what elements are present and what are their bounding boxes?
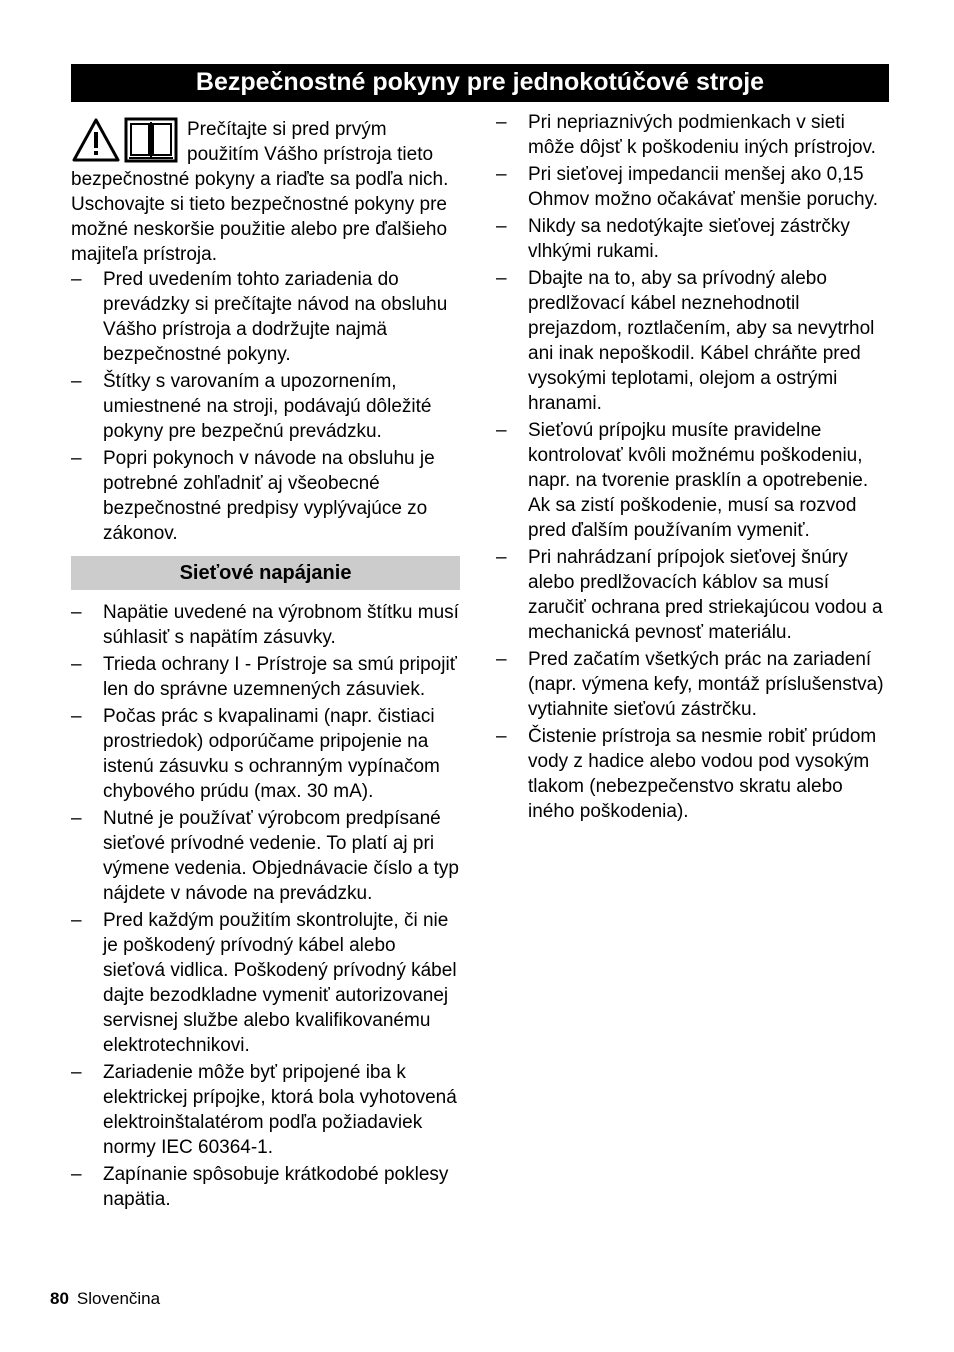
footer-language: Slovenčina	[76, 1289, 161, 1308]
page-footer	[50, 1289, 160, 1309]
warning-icons	[71, 117, 181, 163]
list-item: – Čistenie prístroja sa nesmie robiť prúdom vody z hadice alebo vodou pod vysokým tlakom (nebezpečenstvo skratu alebo iného poškodenia).	[496, 724, 889, 824]
power-supply-list	[71, 600, 460, 1212]
list-item: – Napätie uvedené na výrobnom štítku musí súhlasiť s napätím zásuvky.	[71, 600, 460, 650]
list-item: – Nikdy sa nedotýkajte sieťovej zástrčky vlhkými rukami.	[496, 214, 889, 264]
manual-book-icon	[124, 117, 178, 163]
power-supply-list-continued	[496, 110, 889, 824]
list-item: – Zariadenie môže byť pripojené iba k elektrickej prípojke, ktorá bola vyhotovená elektroinštalatérom podľa požiadaviek normy IEC 60364-1.	[71, 1060, 460, 1160]
intro-text: Prečítajte si pred prvým použitím Vášho prístroja tieto bezpečnostné pokyny a riaďte sa podľa nich. Uschovajte si tieto bezpečnostné pokyny pre možné neskoršie použitie alebo pre ďalšieho majiteľa prístroja.	[71, 119, 449, 265]
right-column	[496, 110, 889, 826]
page-title: Bezpečnostné pokyny pre jednokotúčové stroje	[71, 64, 889, 102]
list-item: – Počas prác s kvapalinami (napr. čistiaci prostriedok) odporúčame pripojenie na istenú zásuvku s ochranným vypínačom chybového prúdu (max. 30 mA).	[71, 704, 460, 804]
list-item: – Pri sieťovej impedancii menšej ako 0,15 Ohmov možno očakávať menšie poruchy.	[496, 162, 889, 212]
list-item: – Nutné je používať výrobcom predpísané sieťové prívodné vedenie. To platí aj pri výmene vedenia. Objednávacie číslo a typ nájdete v návode na prevádzku.	[71, 806, 460, 906]
list-item: – Štítky s varovaním a upozornením, umiestnené na stroji, podávajú dôležité pokyny pre bezpečnú prevádzku.	[71, 369, 460, 444]
list-item: – Dbajte na to, aby sa prívodný alebo predlžovací kábel neznehodnotil prejazdom, roztlačením, aby sa nevytrhol ani inak nepoškodil. Kábel chráňte pred vysokými teplotami, olejom a ostrými hranami.	[496, 266, 889, 416]
list-item: – Zapínanie spôsobuje krátkodobé poklesy napätia.	[71, 1162, 460, 1212]
page-number: 80	[50, 1289, 69, 1308]
list-item: – Pred každým použitím skontrolujte, či nie je poškodený prívodný kábel alebo sieťová vidlica. Poškodený prívodný kábel dajte bezodkladne vymeniť autorizovanej servisnej službe alebo kvalifikovanému elektrotechnikovi.	[71, 908, 460, 1058]
intro-block	[71, 117, 460, 267]
list-item: – Pri nepriaznivých podmienkach v sieti môže dôjsť k poškodeniu iných prístrojov.	[496, 110, 889, 160]
list-item: – Pred uvedením tohto zariadenia do prevádzky si prečítajte návod na obsluhu Vášho prístroja a dodržujte najmä bezpečnostné pokyny.	[71, 267, 460, 367]
safety-list	[71, 267, 460, 546]
warning-triangle-icon	[71, 117, 121, 163]
list-item: – Pri nahrádzaní prípojok sieťovej šnúry alebo predlžovacích káblov sa musí zaručiť ochrana pred striekajúcou vodou a mechanická pevnosť materiálu.	[496, 545, 889, 645]
section-heading: Sieťové napájanie	[71, 556, 460, 590]
list-item: – Pred začatím všetkých prác na zariadení (napr. výmena kefy, montáž príslušenstva) vytiahnite sieťovú zástrčku.	[496, 647, 889, 722]
left-column	[71, 117, 460, 1214]
list-item: – Trieda ochrany I - Prístroje sa smú pripojiť len do správne uzemnených zásuviek.	[71, 652, 460, 702]
list-item: – Popri pokynoch v návode na obsluhu je potrebné zohľadniť aj všeobecné bezpečnostné predpisy vyplývajúce zo zákonov.	[71, 446, 460, 546]
list-item: – Sieťovú prípojku musíte pravidelne kontrolovať kvôli možnému poškodeniu, napr. na tvorenie prasklín a opotrebenie. Ak sa zistí poškodenie, musí sa rozvod pred ďalším používaním vymeniť.	[496, 418, 889, 543]
